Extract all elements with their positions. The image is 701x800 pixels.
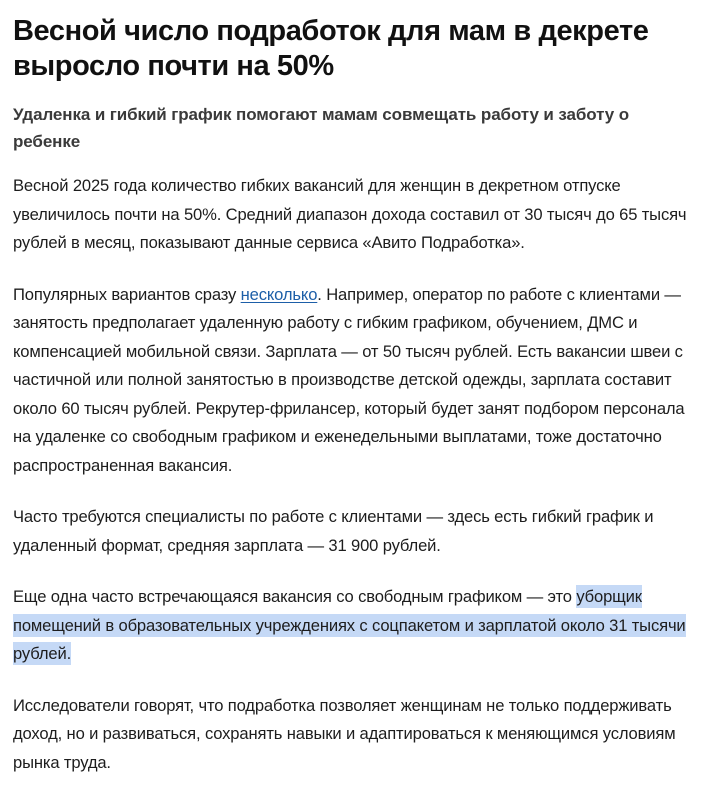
paragraph-text: . Например, оператор по работе с клиентами — занятость предполагает удаленную работу с гибким графиком, обучением, ДМС и компенсацией мобильной связи. Зарплата — от 50 тысяч рублей. Есть вакансии швеи с частичной или полной занятостью в производстве детской одежды, зарплата составит около 60 тысяч рублей. Рекрутер-фрилансер, который будет занят подбором персонала на удаленке со свободным графиком и еженедельными выплатами, тоже достаточно распространенная вакансия. [13, 284, 685, 475]
article [13, 14, 695, 777]
article-headline: Весной число подработок для мам в декрете выросло почти на 50% [13, 15, 649, 82]
article-subheadline: Удаленка и гибкий график помогают мамам совмещать работу и заботу о ребенке [13, 105, 630, 151]
selected-text-highlight[interactable]: уборщик помещений в образовательных учреждениях с соцпакетом и зарплатой около 31 тысячи рублей. [13, 587, 686, 663]
paragraph-cleaner-vacancy [13, 583, 695, 669]
paragraph-text: Еще одна часто встречающаяся вакансия со свободным графиком — это [13, 587, 577, 606]
paragraph-researchers: Исследователи говорят, что подработка позволяет женщинам не только поддерживать доход, но и развиваться, сохранять навыки и адаптироваться к меняющимся условиям рынка труда. [13, 695, 676, 772]
paragraph-text: Популярных вариантов сразу [13, 284, 241, 304]
paragraph-popular-options [13, 281, 695, 481]
paragraph-intro: Весной 2025 года количество гибких вакансий для женщин в декретном отпуске увеличилось почти на 50%. Средний диапазон дохода составил от 30 тысяч до 65 тысяч рублей в месяц, показывают данные сервиса «Авито Подработка». [13, 176, 687, 252]
paragraph-customer-specialists: Часто требуются специалисты по работе с клиентами — здесь есть гибкий график и удаленный формат, средняя зарплата — 31 900 рублей. [13, 507, 654, 555]
inline-link-neskolko[interactable]: несколько [240, 284, 318, 304]
